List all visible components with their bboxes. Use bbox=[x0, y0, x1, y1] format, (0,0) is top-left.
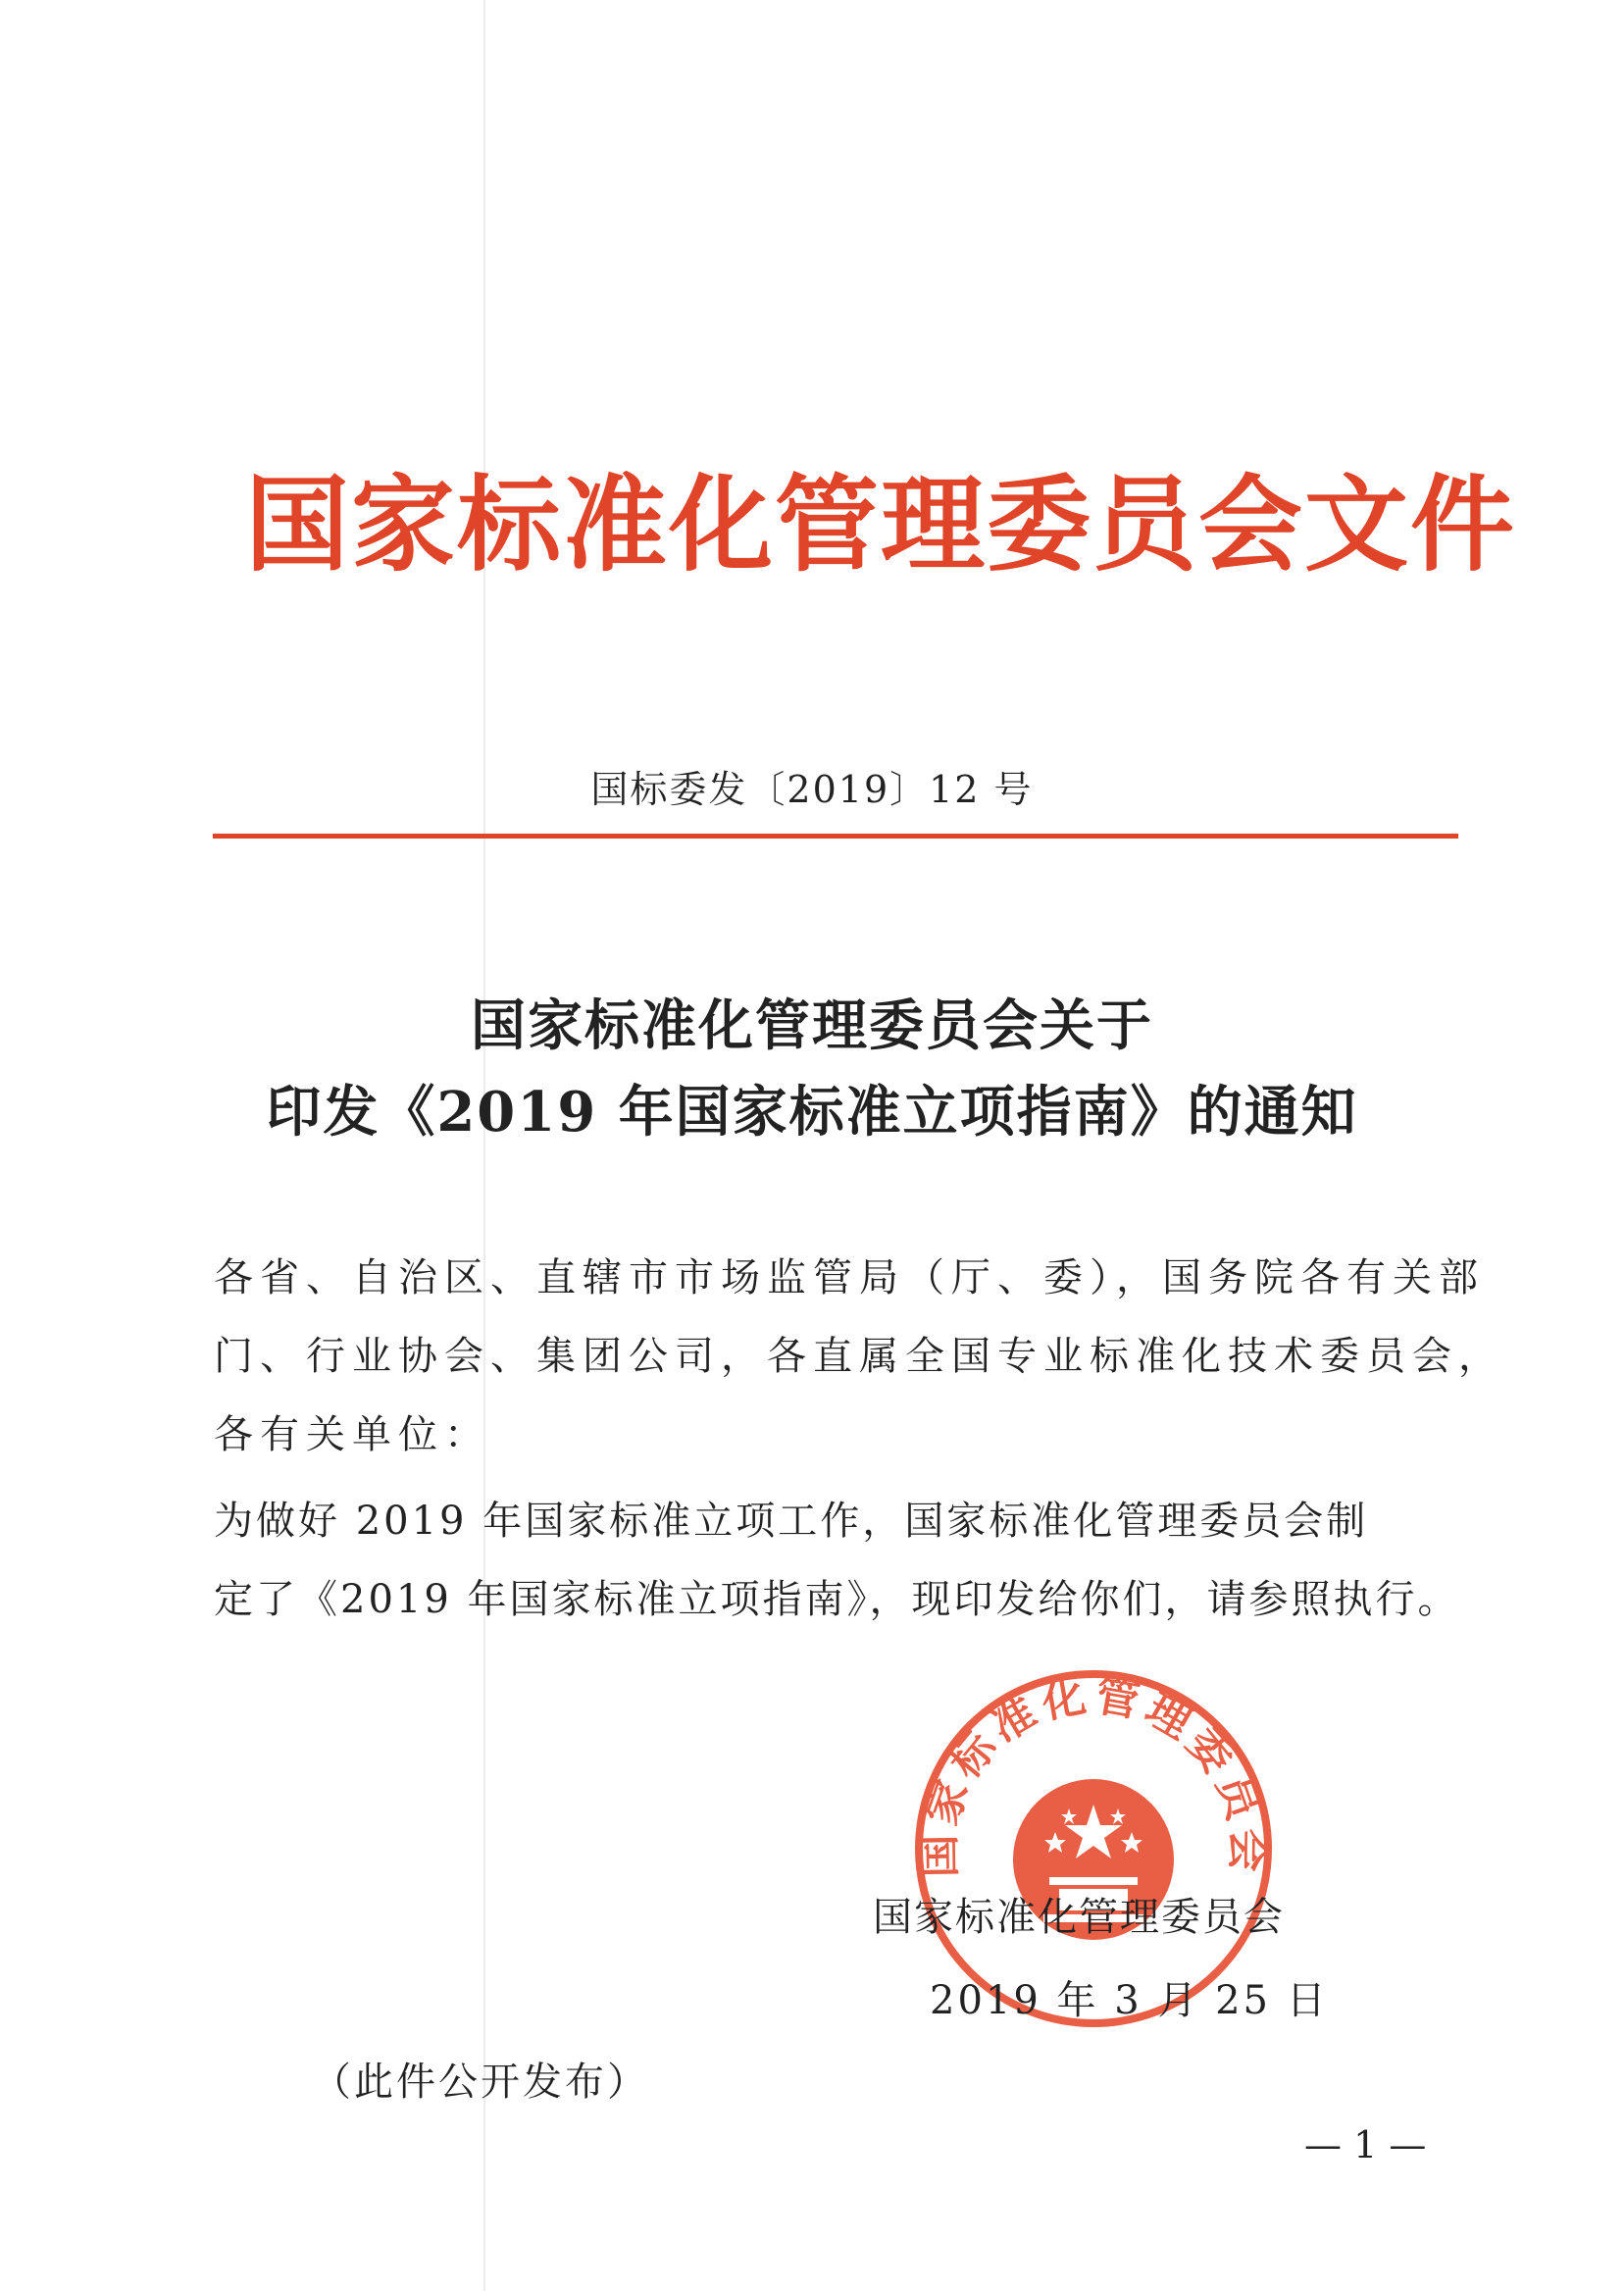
body-line-5: 定了《2019 年国家标准立项指南》，现印发给你们，请参照执行。 bbox=[214, 1577, 1460, 1622]
body-line-1: 各省、自治区、直辖市市场监管局（厅、委），国务院各有关部 bbox=[214, 1255, 1485, 1300]
body-line-2: 门、行业协会、集团公司，各直属全国专业标准化技术委员会， bbox=[214, 1334, 1504, 1379]
document-header-title: 国家标准化管理委员会文件 bbox=[245, 463, 1516, 585]
body-line-4: 为做好 2019 年国家标准立项工作，国家标准化管理委员会制 bbox=[214, 1499, 1369, 1544]
seal-text: 国家标准化管理委员会 bbox=[914, 1670, 1273, 1878]
signing-organization: 国家标准化管理委员会 bbox=[873, 1895, 1285, 1940]
page-number: — 1 — bbox=[1304, 2123, 1427, 2166]
notice-title-line-1: 国家标准化管理委员会关于 bbox=[471, 993, 1153, 1058]
notice-title-line-2: 印发《2019 年国家标准立项指南》的通知 bbox=[266, 1080, 1358, 1145]
signing-date: 2019 年 3 月 25 日 bbox=[930, 1978, 1329, 2023]
body-line-3: 各有关单位： bbox=[214, 1412, 490, 1457]
document-number: 国标委发〔2019〕12 号 bbox=[590, 768, 1034, 811]
red-divider-line bbox=[213, 834, 1458, 839]
public-release-note: （此件公开发布） bbox=[312, 2060, 649, 2105]
